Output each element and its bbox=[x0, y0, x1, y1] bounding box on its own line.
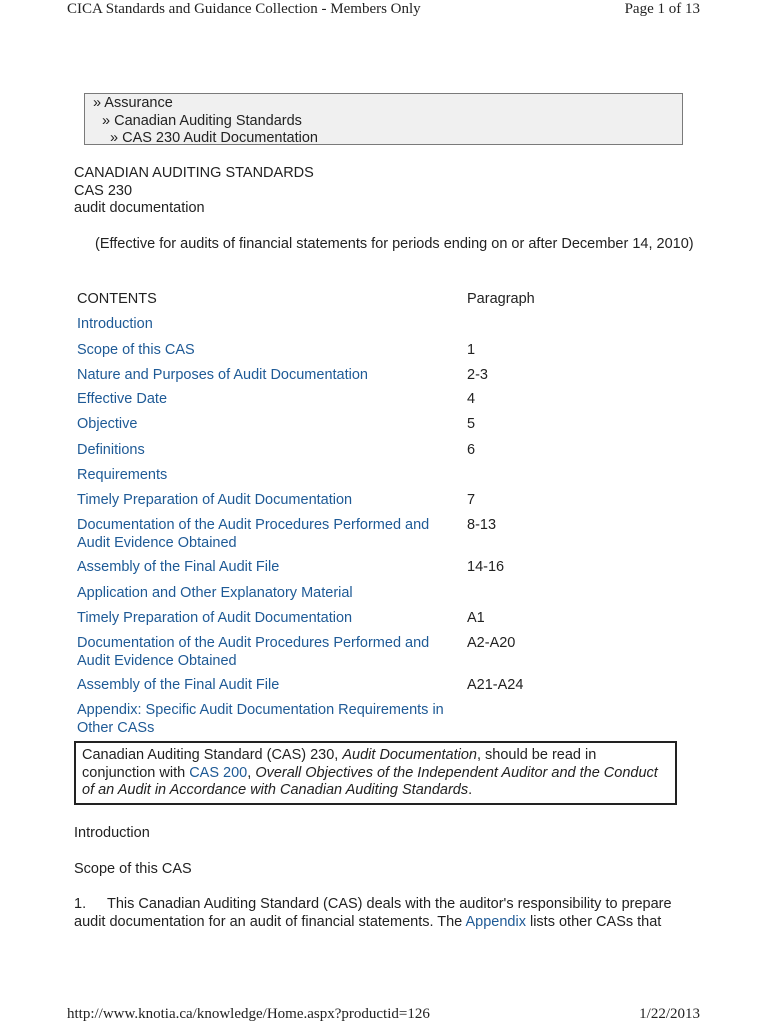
breadcrumb-item-cas-230[interactable]: » CAS 230 Audit Documentation bbox=[110, 130, 318, 146]
toc-link-scope[interactable]: Scope of this CAS bbox=[77, 342, 195, 358]
toc-link-objective[interactable]: Objective bbox=[77, 416, 138, 432]
standard-subject: audit documentation bbox=[74, 200, 205, 217]
notice-text: , should be read in conjunction with bbox=[82, 747, 597, 781]
appendix-link[interactable]: Appendix bbox=[465, 914, 526, 930]
toc-link-documentation-procedures-a2[interactable]: Documentation of the Audit Procedures Performed and Audit Evidence Obtained bbox=[77, 635, 430, 669]
toc-link-assembly[interactable]: Assembly of the Final Audit File bbox=[77, 559, 280, 575]
toc-link-nature-purposes[interactable]: Nature and Purposes of Audit Documentation bbox=[77, 367, 368, 383]
toc-link-effective-date[interactable]: Effective Date bbox=[77, 391, 168, 407]
paragraph-number: 1. bbox=[74, 896, 87, 912]
toc-paragraph-ref: 7 bbox=[467, 492, 476, 508]
toc-paragraph-ref: 8-13 bbox=[467, 517, 497, 533]
toc-paragraph-ref: 6 bbox=[467, 442, 476, 458]
toc-link-documentation-procedures[interactable]: Documentation of the Audit Procedures Performed and Audit Evidence Obtained bbox=[77, 517, 430, 551]
toc-paragraph-ref: 2-3 bbox=[467, 367, 488, 383]
toc-link-requirements[interactable]: Requirements bbox=[77, 467, 168, 483]
section-heading-scope: Scope of this CAS bbox=[74, 861, 192, 877]
toc-paragraph-ref: A1 bbox=[467, 610, 485, 626]
standard-title bbox=[74, 165, 314, 218]
footer-url: http://www.knotia.ca/knowledge/Home.aspx?productid=126 bbox=[67, 1006, 430, 1022]
notice-text: . bbox=[468, 782, 473, 798]
section-heading-introduction: Introduction bbox=[74, 825, 150, 841]
paragraph-1 bbox=[74, 895, 702, 931]
toc-link-appendix[interactable]: Appendix: Specific Audit Documentation Requirements in Other CASs bbox=[77, 702, 444, 736]
paragraph-text: lists other CASs that bbox=[525, 914, 662, 930]
notice-text: , bbox=[247, 764, 256, 781]
contents-heading: CONTENTS bbox=[77, 291, 157, 307]
page-number: Page 1 of 13 bbox=[624, 1, 700, 17]
footer-date: 1/22/2013 bbox=[639, 1006, 700, 1022]
breadcrumb-item-canadian-auditing-standards[interactable]: » Canadian Auditing Standards bbox=[102, 112, 302, 129]
toc-paragraph-ref: 14-16 bbox=[467, 559, 505, 575]
toc-paragraph-ref: A21-A24 bbox=[467, 677, 524, 693]
notice-cas-200-title: Overall Objectives of the Independent Auditor and the Conduct of an Audit in Accordance with Canadian Auditing Standards bbox=[82, 764, 658, 798]
standard-collection: CANADIAN AUDITING STANDARDS bbox=[74, 165, 314, 181]
page-header-title: CICA Standards and Guidance Collection - Members Only bbox=[67, 1, 421, 17]
toc-paragraph-ref: A2-A20 bbox=[467, 635, 516, 651]
toc-link-timely-preparation[interactable]: Timely Preparation of Audit Documentation bbox=[77, 492, 353, 508]
paragraph-heading: Paragraph bbox=[467, 291, 535, 307]
effective-date-note: (Effective for audits of financial statements for periods ending on or after December 14, 2010) bbox=[95, 236, 694, 252]
toc-link-assembly-a21[interactable]: Assembly of the Final Audit File bbox=[77, 677, 280, 693]
toc-link-application-material[interactable]: Application and Other Explanatory Material bbox=[77, 585, 353, 601]
read-in-conjunction-notice bbox=[74, 741, 677, 805]
toc-paragraph-ref: 5 bbox=[467, 416, 476, 432]
toc-link-definitions[interactable]: Definitions bbox=[77, 442, 145, 458]
toc-paragraph-ref: 1 bbox=[467, 342, 476, 358]
notice-text: Canadian Auditing Standard (CAS) 230, bbox=[82, 747, 343, 763]
toc-link-timely-preparation-a1[interactable]: Timely Preparation of Audit Documentation bbox=[77, 610, 353, 626]
toc-paragraph-ref: 4 bbox=[467, 391, 476, 407]
cas-200-link[interactable]: CAS 200 bbox=[189, 764, 248, 781]
paragraph-text: This Canadian Auditing Standard (CAS) deals with the auditor's responsibility to prepare audit documentation for an audit of financial statements. The bbox=[74, 896, 672, 930]
breadcrumb-item-assurance[interactable]: » Assurance bbox=[93, 95, 173, 111]
standard-number: CAS 230 bbox=[74, 182, 133, 199]
toc-link-introduction[interactable]: Introduction bbox=[77, 316, 153, 332]
breadcrumb bbox=[84, 93, 683, 145]
notice-standard-title: Audit Documentation bbox=[342, 747, 477, 763]
